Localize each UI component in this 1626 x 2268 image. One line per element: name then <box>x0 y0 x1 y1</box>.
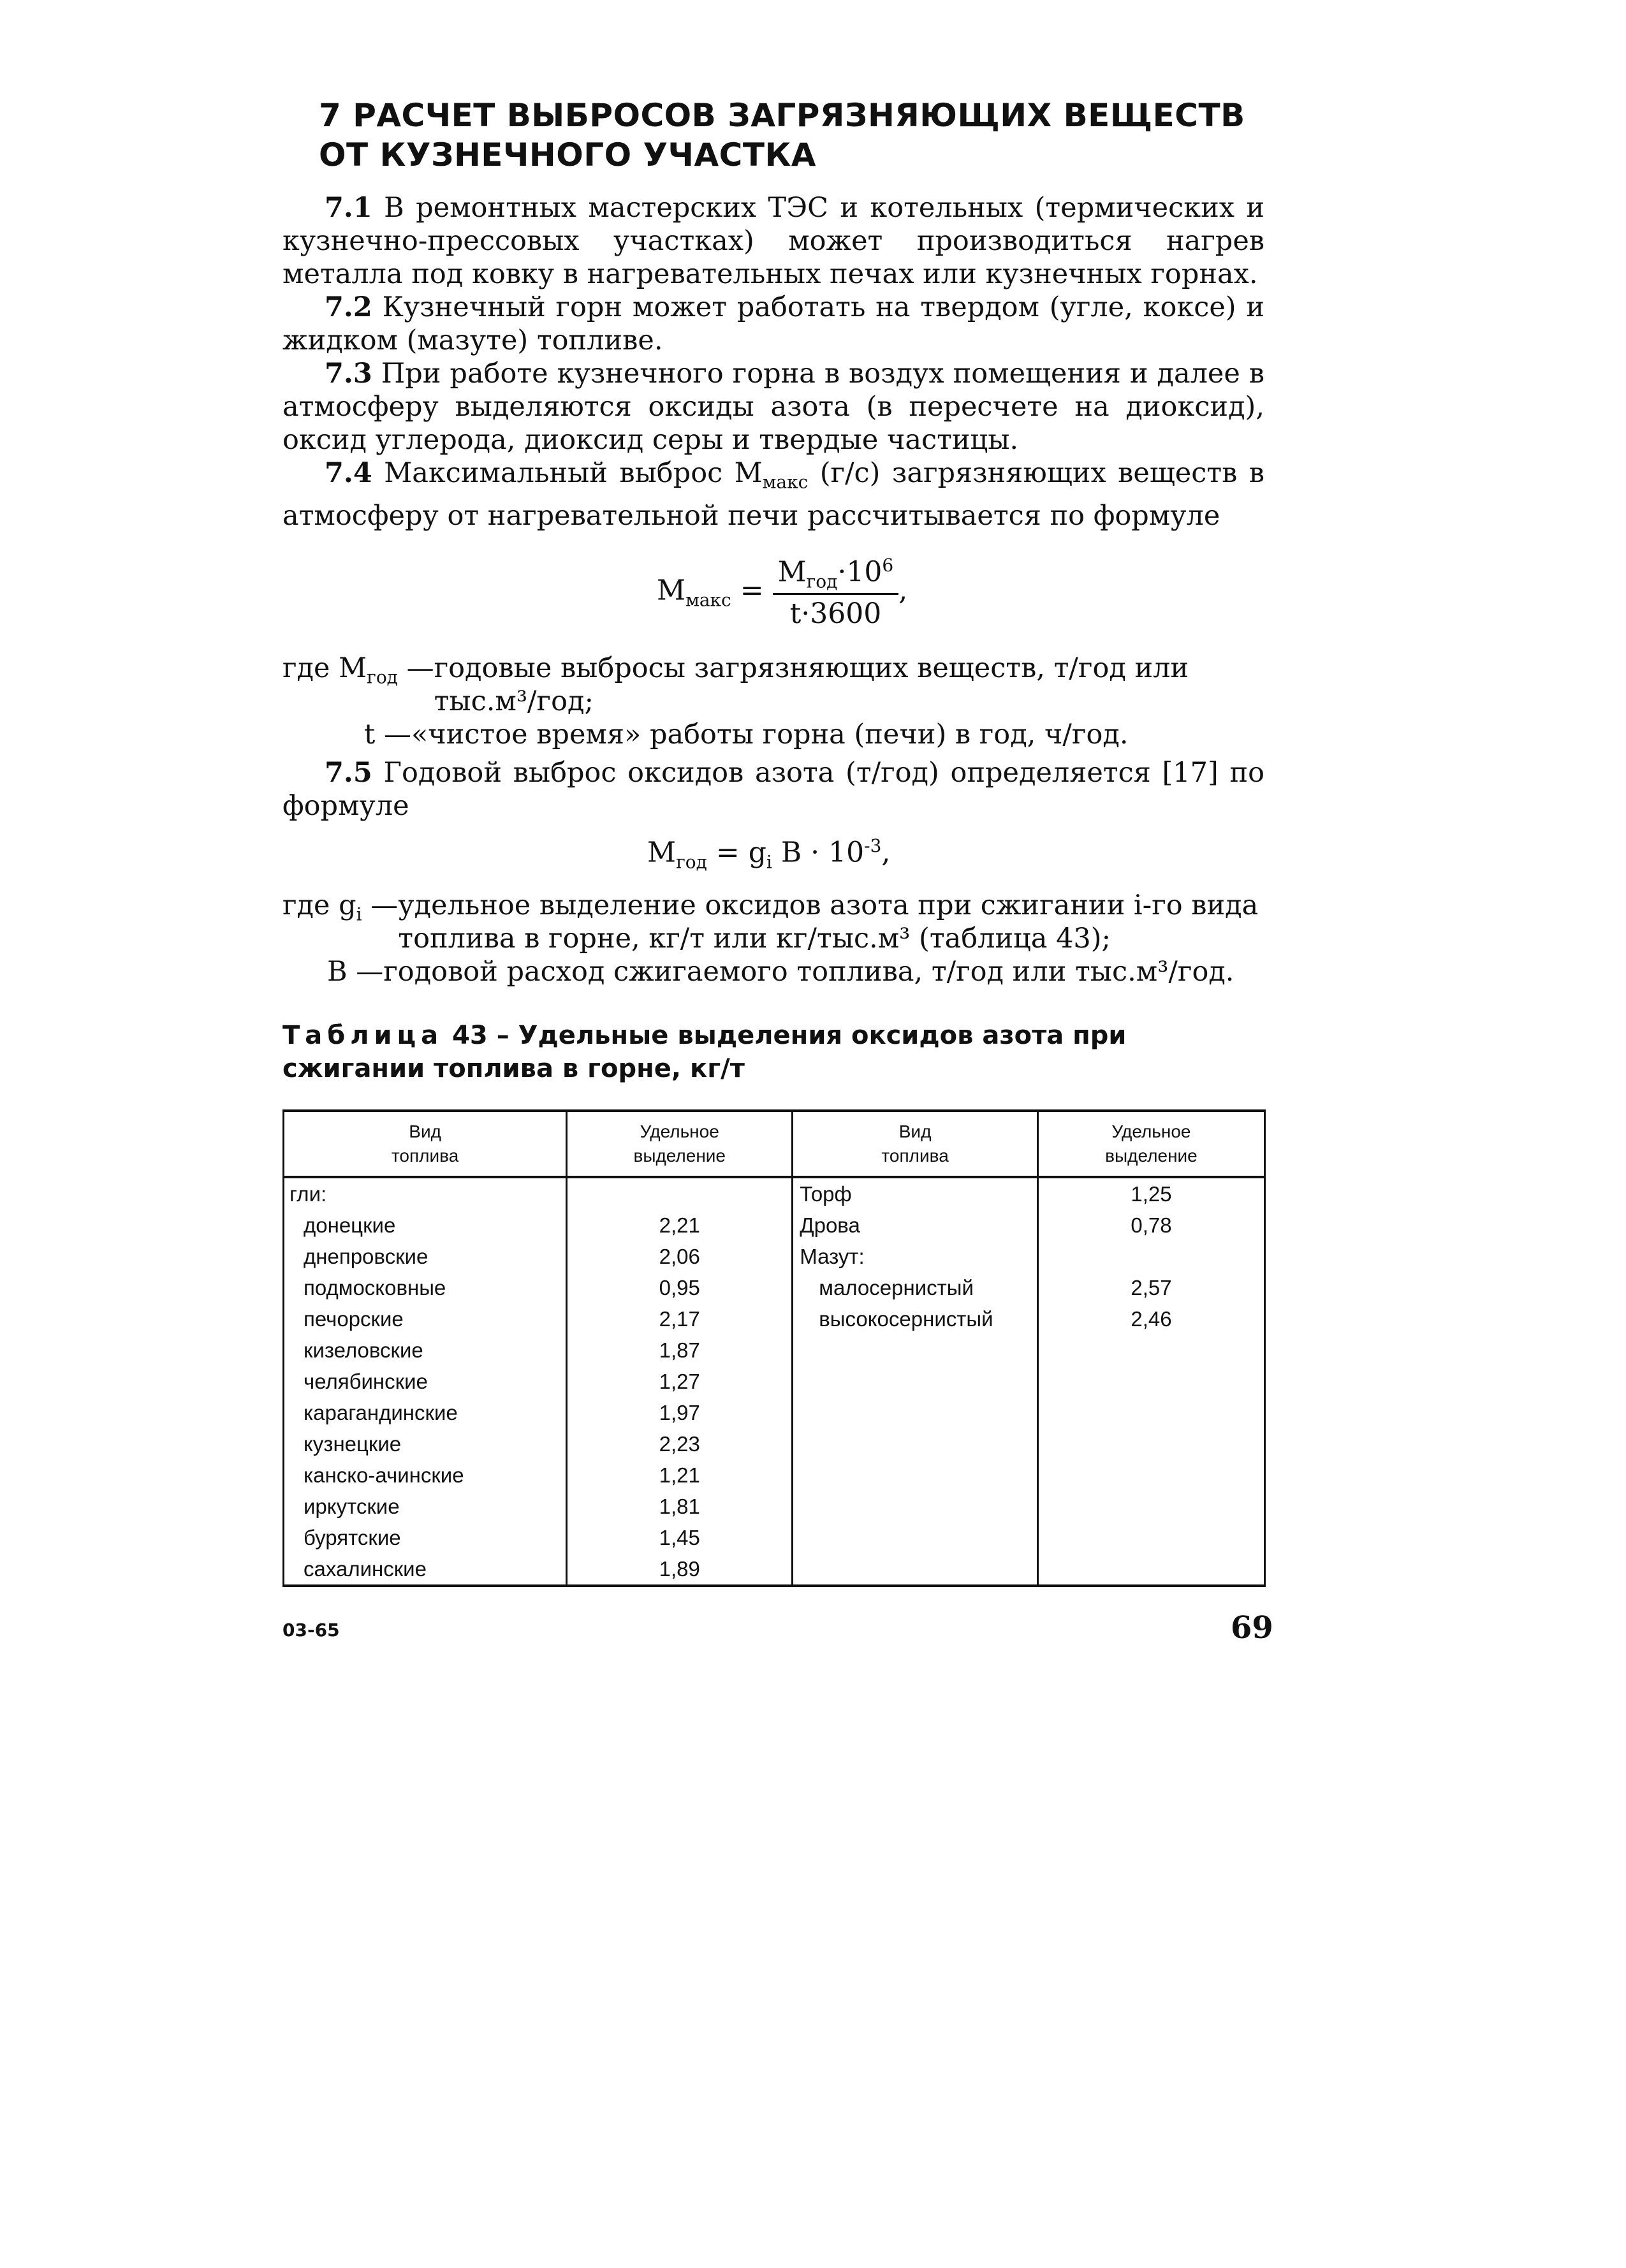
nox-emission-table <box>282 1109 1266 1587</box>
formula-exponent: -3 <box>864 835 882 856</box>
definition-symbol-text: где М <box>282 652 367 684</box>
emission-value-cell-2 <box>1037 1335 1264 1366</box>
header-line: топлива <box>391 1146 459 1166</box>
formula-lhs: М <box>647 836 677 869</box>
definition-dash: — <box>362 889 399 921</box>
fuel-name-cell: карагандинские <box>284 1397 567 1428</box>
fuel-name-cell-2: высокосернистый <box>793 1303 1038 1335</box>
paragraphs-7-1-to-7-4 <box>282 191 1264 532</box>
table-row <box>284 1553 1265 1586</box>
definition-text: удельное выделение оксидов азота при сжигании i-го вида топлива в горне, кг/т или кг/тыс.м³ (таблица 43); <box>398 889 1259 955</box>
fuel-name-cell-2 <box>793 1428 1038 1460</box>
paragraph-7-5 <box>282 756 1264 823</box>
section-heading <box>319 96 1275 175</box>
column-header-specific-emission <box>567 1111 793 1177</box>
fuel-name-cell-2 <box>793 1491 1038 1522</box>
fuel-name-cell-2 <box>793 1460 1038 1491</box>
formula-1-definitions <box>282 652 1264 751</box>
paragraph-text: Годовой выброс оксидов азота (т/год) определяется [17] по формуле <box>282 757 1264 822</box>
table-row <box>284 1241 1265 1272</box>
header-line: Удельное <box>640 1122 719 1141</box>
table-row <box>284 1272 1265 1303</box>
paragraph-text: (г/с) загрязняющих веществ в атмосферу от нагревательной печи рассчитывается по формуле <box>282 457 1264 532</box>
emission-value-cell: 1,97 <box>567 1397 793 1428</box>
emission-value-cell: 1,27 <box>567 1366 793 1397</box>
definition-symbol-text: B <box>327 956 348 988</box>
emission-value-cell: 1,89 <box>567 1553 793 1586</box>
footer-code: 03-65 <box>282 1620 340 1641</box>
emission-value-cell: 2,17 <box>567 1303 793 1335</box>
definition-text: годовой расход сжигаемого топлива, т/год или тыс.м³/год. <box>383 956 1234 988</box>
fuel-name-cell: подмосковные <box>284 1272 567 1303</box>
emission-value-cell-2 <box>1037 1428 1264 1460</box>
formula-b: B · 10 <box>772 836 865 869</box>
page-number: 69 <box>1231 1610 1273 1646</box>
formula-numerator <box>773 555 899 595</box>
paragraph-7-1 <box>282 191 1264 291</box>
fuel-name-cell: днепровские <box>284 1241 567 1272</box>
paragraph-text: Максимальный выброс М <box>372 457 763 489</box>
column-header-fuel-type <box>284 1111 567 1177</box>
formula-comma: , <box>898 574 908 607</box>
emission-value-cell-2: 0,78 <box>1037 1210 1264 1241</box>
formula-2-definitions <box>282 889 1264 988</box>
definition-row <box>282 718 1264 751</box>
definition-symbol-text: где g <box>282 889 356 921</box>
table-caption <box>282 1019 1277 1085</box>
emission-value-cell: 1,87 <box>567 1335 793 1366</box>
numerator-symbol: М <box>777 555 807 589</box>
fuel-name-cell: бурятские <box>284 1522 567 1553</box>
table-caption-label: Таблица <box>282 1021 444 1050</box>
header-line: Вид <box>898 1122 932 1141</box>
paragraph-text: Кузнечный горн может работать на твердом (угле, коксе) и жидком (мазуте) топливе. <box>282 291 1264 356</box>
table-row <box>284 1366 1265 1397</box>
header-line: Вид <box>409 1122 441 1141</box>
table-row <box>284 1428 1265 1460</box>
emission-value-cell-2: 2,57 <box>1037 1272 1264 1303</box>
fuel-name-cell-2 <box>793 1335 1038 1366</box>
formula-denominator: t·3600 <box>789 597 882 631</box>
table-row <box>284 1522 1265 1553</box>
emission-value-cell: 2,23 <box>567 1428 793 1460</box>
fuel-name-cell: иркутские <box>284 1491 567 1522</box>
header-line: выделение <box>633 1146 726 1166</box>
definition-symbol-subscript: i <box>356 904 362 925</box>
column-header-fuel-type-2 <box>793 1111 1038 1177</box>
formula-fraction <box>773 555 899 630</box>
emission-value-cell-2 <box>1037 1491 1264 1522</box>
formula-lhs: М <box>657 574 686 607</box>
fuel-name-cell-2 <box>793 1397 1038 1428</box>
formula-g-subscript: i <box>766 851 772 873</box>
paragraph-7-4 <box>282 457 1264 532</box>
formula-annual-emission <box>647 835 890 872</box>
definition-row <box>282 955 1264 988</box>
fuel-name-cell: сахалинские <box>284 1553 567 1586</box>
fuel-name-cell: печорские <box>284 1303 567 1335</box>
numerator-exponent: 6 <box>882 555 894 576</box>
definition-text: годовые выбросы загрязняющих веществ, т/год или тыс.м³/год; <box>434 652 1189 717</box>
emission-value-cell: 1,21 <box>567 1460 793 1491</box>
numerator-subscript: год <box>806 571 838 592</box>
table-row <box>284 1210 1265 1241</box>
definition-symbol-subscript: год <box>367 666 398 688</box>
subscript: макс <box>762 471 809 493</box>
emission-value-cell-2 <box>1037 1460 1264 1491</box>
definition-symbol <box>282 889 398 955</box>
emission-value-cell-2 <box>1037 1397 1264 1428</box>
definition-text: «чистое время» работы горна (печи) в год, ч/год. <box>411 719 1129 750</box>
definition-dash: — <box>397 652 434 684</box>
definition-dash: — <box>375 719 411 750</box>
header-line: выделение <box>1105 1146 1198 1166</box>
clause-number: 7.4 <box>325 457 372 489</box>
emission-value-cell: 1,81 <box>567 1491 793 1522</box>
definition-symbol <box>327 955 383 988</box>
column-header-specific-emission-2 <box>1037 1111 1264 1177</box>
table-body <box>284 1177 1265 1586</box>
emission-value-cell-2: 2,46 <box>1037 1303 1264 1335</box>
emission-value-cell-2: 1,25 <box>1037 1177 1264 1210</box>
formula-comma: , <box>881 836 891 869</box>
definition-row <box>282 889 1264 955</box>
paragraph-7-5-block <box>282 756 1264 823</box>
table-row <box>284 1397 1265 1428</box>
clause-number: 7.3 <box>325 358 372 390</box>
table-row <box>284 1491 1265 1522</box>
emission-value-cell: 1,45 <box>567 1522 793 1553</box>
clause-number: 7.2 <box>325 291 372 323</box>
clause-number: 7.5 <box>325 757 372 789</box>
formula-g: g <box>748 836 766 869</box>
table-row <box>284 1177 1265 1210</box>
definition-symbol <box>364 718 411 751</box>
heading-line-2: ОТ КУЗНЕЧНОГО УЧАСТКА <box>319 136 817 173</box>
table-row <box>284 1303 1265 1335</box>
definition-row <box>282 652 1264 718</box>
paragraph-7-2 <box>282 291 1264 357</box>
table-row <box>284 1335 1265 1366</box>
fuel-name-cell: челябинские <box>284 1366 567 1397</box>
emission-value-cell: 2,21 <box>567 1210 793 1241</box>
heading-line-1: 7 РАСЧЕТ ВЫБРОСОВ ЗАГРЯЗНЯЮЩИХ ВЕЩЕСТВ <box>319 97 1245 134</box>
fuel-name-cell: кузнецкие <box>284 1428 567 1460</box>
emission-value-cell: 0,95 <box>567 1272 793 1303</box>
emission-value-cell-2 <box>1037 1522 1264 1553</box>
fuel-name-cell-2: Торф <box>793 1177 1038 1210</box>
fuel-name-cell: гли: <box>284 1177 567 1210</box>
formula-max-emission <box>657 555 907 630</box>
fuel-name-cell-2: малосернистый <box>793 1272 1038 1303</box>
table-row <box>284 1460 1265 1491</box>
paragraph-7-3 <box>282 357 1264 457</box>
table-caption-text: 43 – Удельные выделения оксидов азота при сжигании топлива в горне, кг/т <box>282 1021 1127 1083</box>
fuel-name-cell: кизеловские <box>284 1335 567 1366</box>
definition-dash: — <box>347 956 384 988</box>
table-header-row <box>284 1111 1265 1177</box>
definition-symbol-text: t <box>364 719 376 750</box>
clause-number: 7.1 <box>325 192 372 224</box>
formula-lhs-subscript: макс <box>685 589 731 611</box>
paragraph-text: При работе кузнечного горна в воздух помещения и далее в атмосферу выделяются оксиды азота (в пересчете на диоксид), оксид углерода, диоксид серы и твердые частицы. <box>282 358 1264 456</box>
numerator-multiplier: ·10 <box>837 555 883 589</box>
paragraph-text: В ремонтных мастерских ТЭС и котельных (термических и кузнечно-прессовых участках) может производиться нагрев металла под ковку в нагревательных печах или кузнечных горнах. <box>282 192 1264 290</box>
fuel-name-cell-2 <box>793 1553 1038 1586</box>
formula-equals: = <box>707 836 749 869</box>
fuel-name-cell: донецкие <box>284 1210 567 1241</box>
fuel-name-cell-2 <box>793 1522 1038 1553</box>
fuel-name-cell-2 <box>793 1366 1038 1397</box>
header-line: Удельное <box>1111 1122 1191 1141</box>
emission-value-cell-2 <box>1037 1241 1264 1272</box>
emission-value-cell-2 <box>1037 1366 1264 1397</box>
definition-symbol <box>282 652 434 718</box>
formula-equals: = <box>731 574 764 607</box>
fuel-name-cell: канско-ачинские <box>284 1460 567 1491</box>
formula-lhs-subscript: год <box>676 851 707 873</box>
emission-value-cell-2 <box>1037 1553 1264 1586</box>
fuel-name-cell-2: Дрова <box>793 1210 1038 1241</box>
emission-value-cell <box>567 1177 793 1210</box>
header-line: топлива <box>881 1146 949 1166</box>
fuel-name-cell-2: Мазут: <box>793 1241 1038 1272</box>
emission-value-cell: 2,06 <box>567 1241 793 1272</box>
